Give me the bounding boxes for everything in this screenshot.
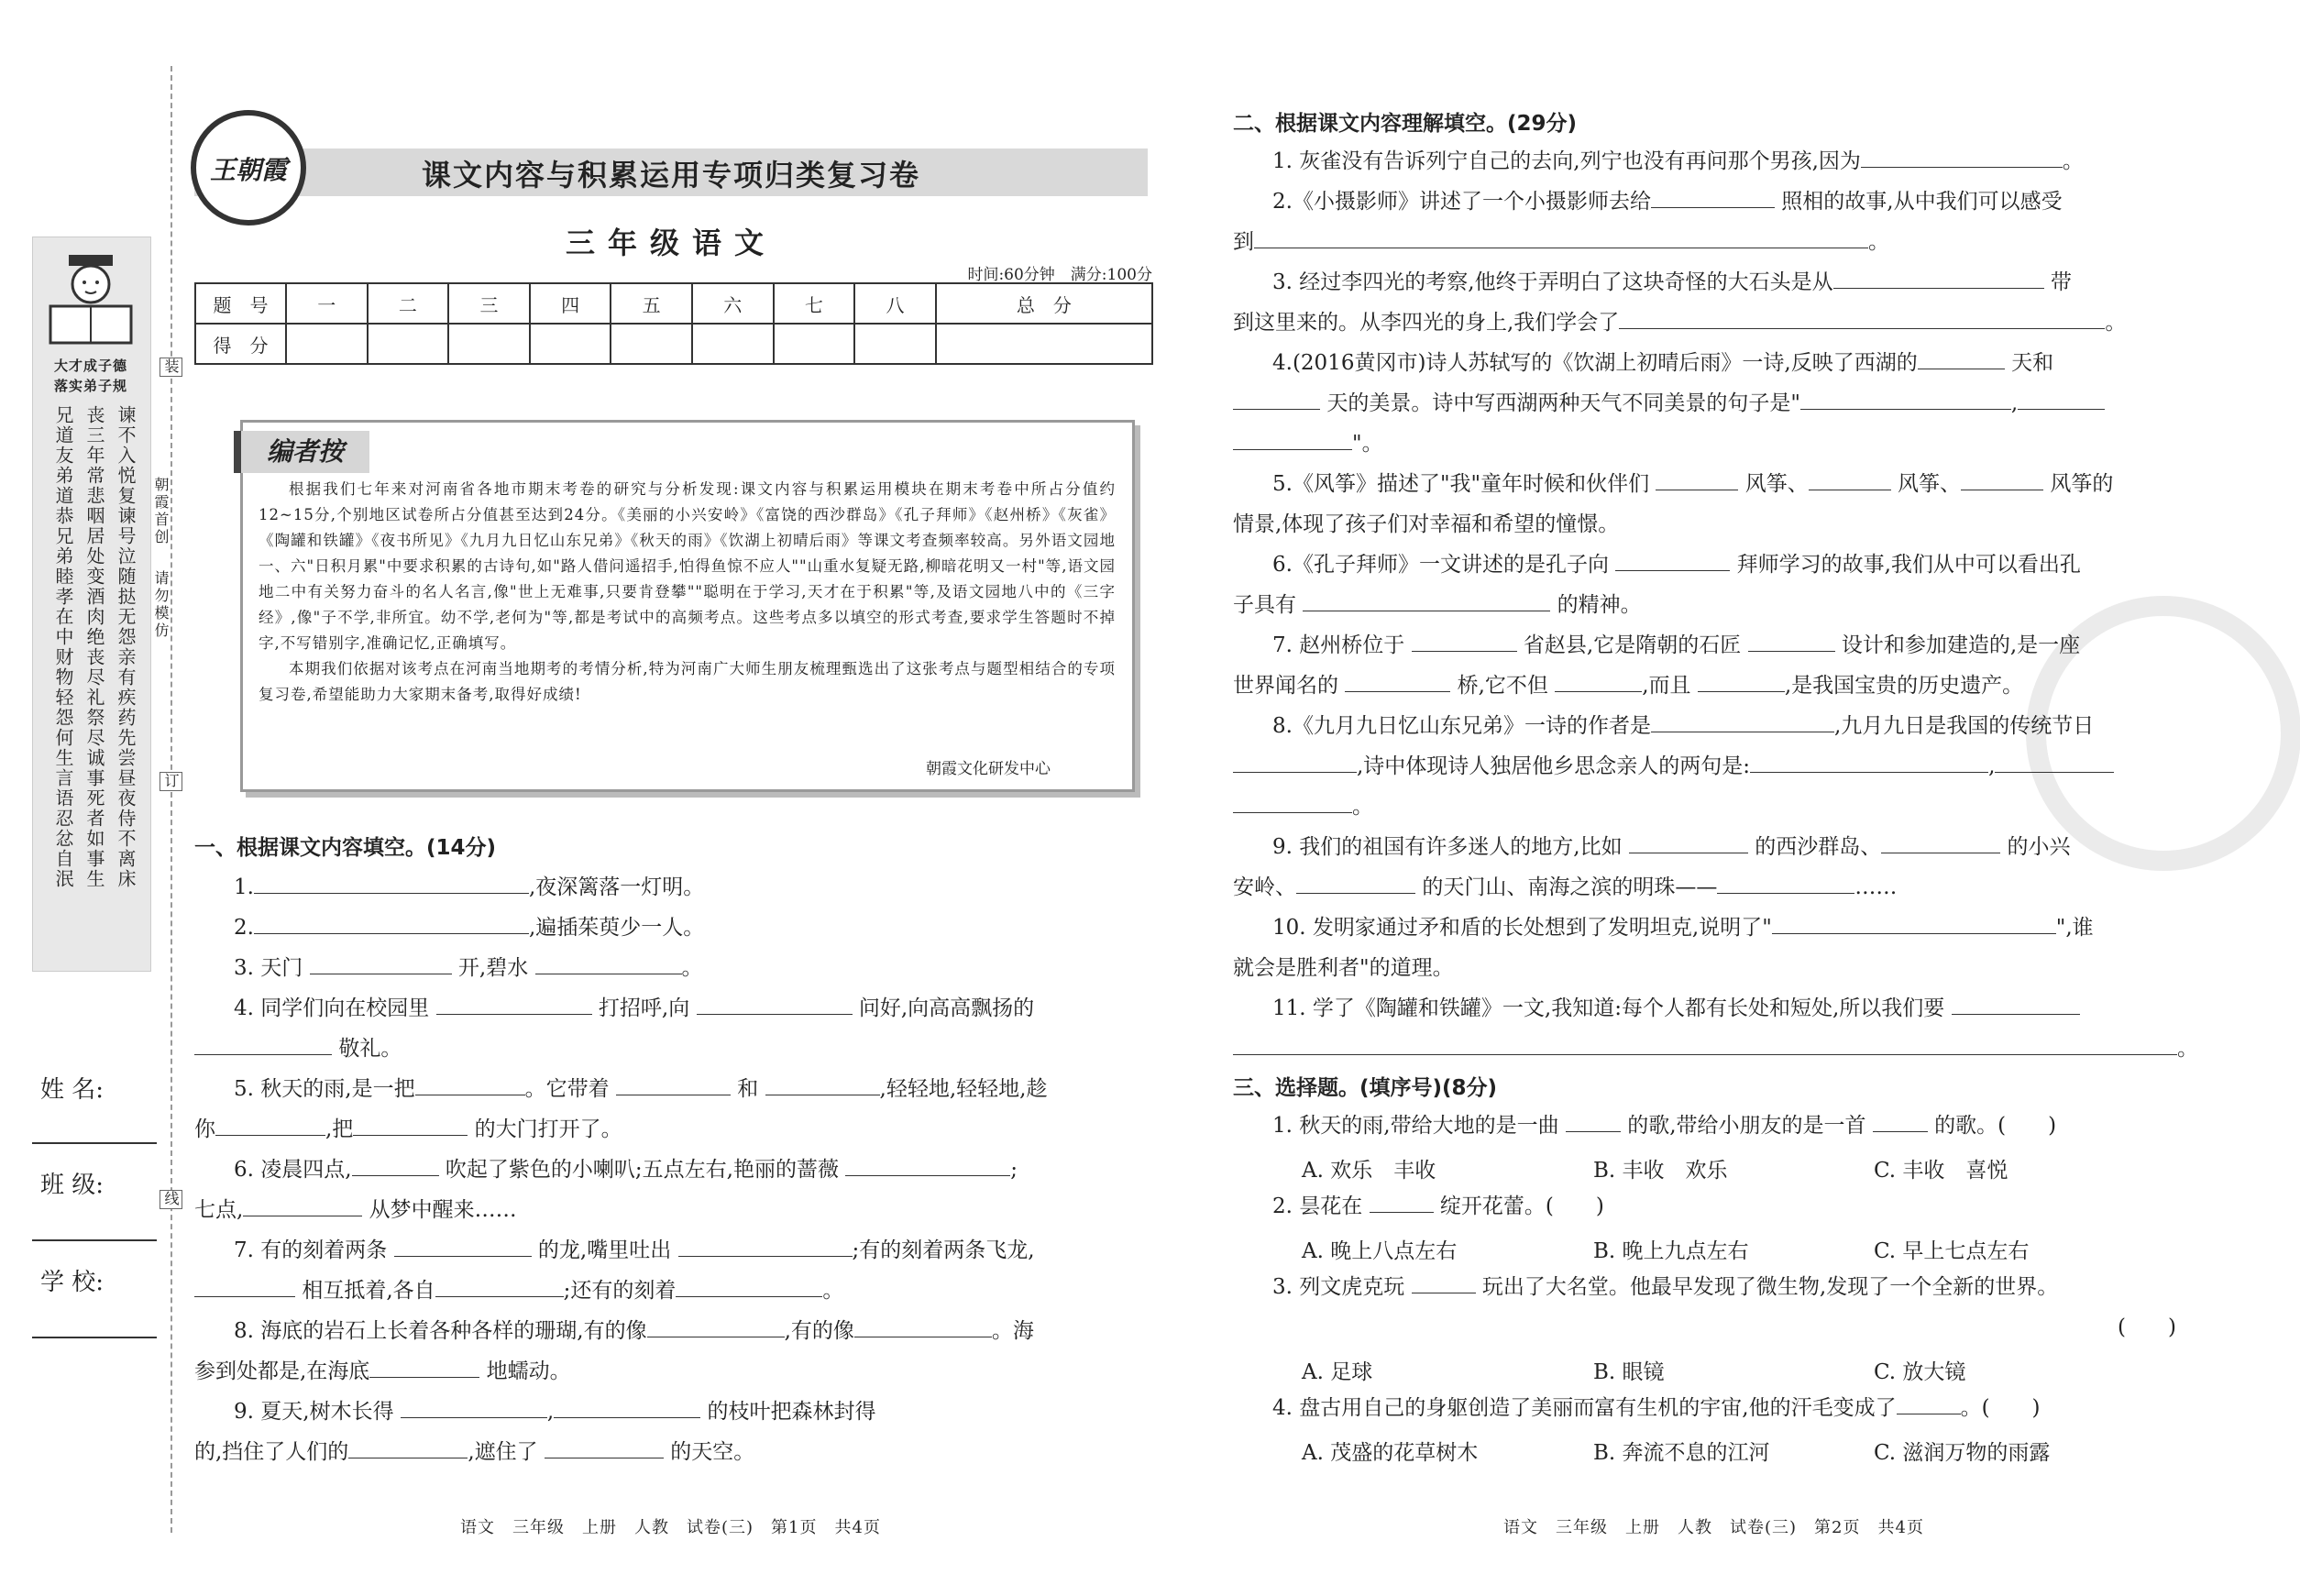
copyright-note-1: 朝霞首创 xyxy=(152,477,170,546)
footer-left: 语文 三年级 上册 人教 试卷(三) 第1页 共4页 xyxy=(460,1518,881,1537)
s2-q6-cont: 子具有 的精神。 xyxy=(1233,593,1642,617)
answer-blank[interactable] xyxy=(1656,471,1738,490)
answer-blank[interactable] xyxy=(854,1318,992,1337)
s3-q3-paren[interactable]: ( ) xyxy=(2118,1315,2176,1339)
answer-blank[interactable] xyxy=(1345,673,1450,692)
s1-q6: 6. 凌晨四点, 吹起了紫色的小喇叭;五点左右,艳丽的蔷薇 ; xyxy=(234,1158,1018,1182)
s3-q1-option-c[interactable]: C. 丰收 喜悦 xyxy=(1874,1159,2008,1183)
score-input[interactable] xyxy=(368,324,449,364)
answer-blank[interactable] xyxy=(545,1439,664,1458)
answer-blank[interactable] xyxy=(353,1117,468,1136)
subject-title: 三年级语文 xyxy=(565,226,776,260)
answer-blank[interactable] xyxy=(554,1399,700,1418)
answer-blank[interactable] xyxy=(194,1036,332,1055)
binding-mark-3: 线 xyxy=(160,1190,182,1209)
s3-q2-option-b[interactable]: B. 晚上九点左右 xyxy=(1593,1239,1749,1263)
answer-blank[interactable] xyxy=(352,1157,439,1176)
sidebar-motto-1: 大才成子德 xyxy=(53,358,127,374)
s2-q8-end: 。 xyxy=(1233,787,1373,827)
answer-blank[interactable] xyxy=(348,1439,468,1458)
score-cell: 题 号 xyxy=(195,283,286,324)
answer-blank[interactable] xyxy=(254,875,529,894)
answer-blank[interactable] xyxy=(1233,431,1352,450)
s1-q9: 9. 夏天,树木长得 , 的枝叶把森林封得 xyxy=(234,1400,876,1424)
answer-blank[interactable] xyxy=(436,996,592,1015)
answer-blank[interactable] xyxy=(1651,713,1834,732)
score-row-label: 得 分 xyxy=(195,324,286,364)
editor-note-text xyxy=(259,477,1116,708)
answer-blank[interactable] xyxy=(1233,391,1320,410)
score-cell: 六 xyxy=(692,283,774,324)
answer-blank[interactable] xyxy=(1296,875,1415,894)
class-field[interactable] xyxy=(32,1239,157,1241)
s2-q8: 8.《九月九日忆山东兄弟》一诗的作者是 ,九月九日是我国的传统节日 xyxy=(1272,714,2095,738)
s2-q2-cont: 到 。 xyxy=(1233,230,1889,254)
score-table xyxy=(194,282,1153,365)
s2-q10: 10. 发明家通过矛和盾的长处想到了发明坦克,说明了" ",谁 xyxy=(1272,916,2094,940)
answer-blank[interactable] xyxy=(1619,310,2105,329)
answer-blank[interactable] xyxy=(1233,794,1352,813)
score-input[interactable] xyxy=(936,324,1152,364)
s3-q3-option-c[interactable]: C. 放大镜 xyxy=(1874,1360,1966,1384)
copyright-note-2: 请勿模仿 xyxy=(152,570,170,640)
section-1-title: 一、根据课文内容填空。(14分) xyxy=(194,836,497,860)
s2-q4-cont: 天的美景。诗中写西湖两种天气不同美景的句子是" , xyxy=(1233,383,2105,424)
answer-blank[interactable] xyxy=(310,955,452,974)
editor-note-heading: 编者按 xyxy=(234,431,369,473)
s2-q8-cont: ,诗中体现诗人独居他乡思念亲人的两句是: , xyxy=(1233,746,2114,787)
answer-blank[interactable] xyxy=(1952,996,2080,1015)
s3-q2: 2. 昙花在 绽开花蕾。( ) xyxy=(1272,1194,1604,1218)
score-input[interactable] xyxy=(286,324,368,364)
answer-blank[interactable] xyxy=(1809,471,1891,490)
s2-q2: 2.《小摄影师》讲述了一个小摄影师去给 照相的故事,从中我们可以感受 xyxy=(1272,190,2063,214)
answer-blank[interactable] xyxy=(616,1076,731,1095)
s1-q7: 7. 有的刻着两条 的龙,嘴里吐出 ;有的刻着两条飞龙, xyxy=(234,1238,1035,1262)
verse-column-1: 兄道友弟道恭兄弟睦孝在中财物轻怨何生言语忍忿自泯 xyxy=(52,405,74,889)
scholar-figure-icon xyxy=(41,248,140,350)
score-input[interactable] xyxy=(774,324,855,364)
verse-column-3: 谏不入悦复谏号泣随挞无怨亲有疾药先尝昼夜侍不离床 xyxy=(115,405,137,889)
s2-q9-cont: 安岭、 的天门山、南海之滨的明珠—— …… xyxy=(1233,875,1898,899)
page-title: 课文内容与积累运用专项归类复习卷 xyxy=(421,158,920,193)
s2-q11: 11. 学了《陶罐和铁罐》一文,我知道:每个人都有长处和短处,所以我们要 xyxy=(1272,988,2080,1029)
score-cell: 一 xyxy=(286,283,368,324)
s2-q4-end: "。 xyxy=(1233,424,1383,464)
score-input[interactable] xyxy=(448,324,530,364)
answer-blank[interactable] xyxy=(1303,592,1550,611)
s3-q4-option-a[interactable]: A. 茂盛的花草树木 xyxy=(1302,1441,1479,1465)
score-cell: 三 xyxy=(448,283,530,324)
s3-q4-option-b[interactable]: B. 奔流不息的江河 xyxy=(1593,1441,1770,1465)
s2-q11-cont: 。 xyxy=(1233,1029,2198,1069)
answer-blank[interactable] xyxy=(369,1359,479,1378)
score-cell: 八 xyxy=(854,283,936,324)
s2-q9: 9. 我们的祖国有许多迷人的地方,比如 的西沙群岛、 的小兴 xyxy=(1272,835,2071,859)
s2-q7: 7. 赵州桥位于 省赵县,它是隋朝的石匠 设计和参加建造的,是一座 xyxy=(1272,633,2081,657)
score-cell: 总 分 xyxy=(936,283,1152,324)
score-table-score-row xyxy=(195,324,1152,364)
answer-blank[interactable] xyxy=(697,996,853,1015)
answer-blank[interactable] xyxy=(1873,1113,1928,1132)
score-cell: 七 xyxy=(774,283,855,324)
answer-blank[interactable] xyxy=(415,1076,525,1095)
s1-q5: 5. 秋天的雨,是一把 。它带着 和 ,轻轻地,轻轻地,趁 xyxy=(234,1077,1048,1101)
score-table-header-row xyxy=(195,283,1152,324)
name-field[interactable] xyxy=(32,1142,157,1144)
s3-q4: 4. 盘古用自己的身躯创造了美丽而富有生机的宇宙,他的汗毛变成了 。( ) xyxy=(1272,1396,2041,1420)
s1-q6-cont: 七点, 从梦中醒来…… xyxy=(194,1198,517,1222)
section-3-title: 三、选择题。(填序号)(8分) xyxy=(1233,1076,1498,1100)
answer-blank[interactable] xyxy=(1566,1113,1621,1132)
school-field[interactable] xyxy=(32,1337,157,1338)
answer-blank[interactable] xyxy=(1748,633,1835,652)
s2-q10-cont: 就会是胜利者"的道理。 xyxy=(1233,956,1454,980)
editor-note-paragraph-1: 根据我们七年来对河南省各地市期末考卷的研究与分析发现:课文内容与积累运用模块在期末考卷中所占分值约12~15分,个别地区试卷所占分值甚至达到24分。《美丽的小兴安岭》《富饶的西沙群岛》《孔子拜师》《赵州桥》《灰雀》《陶罐和铁罐》《夜书所见》《九月九日忆山东兄弟》《秋天的雨》《饮湖上初晴后雨》等课文考查频率较高。另外语文园地一、六"日积月累"中要求积累的古诗句,如"路人借问遥招手,怕得鱼惊不应人""山重水复疑无路,柳暗花明又一村"等,语文园地二中有关努力奋斗的名人名言,像"世上无难事,只要肯登攀""聪明在于学习,天才在于积累"等,及语文园地八中的《三字经》,像"子不学,非所宜。幼不学,老何为"等,都是考试中的高频考点。这些考点多以填空的形式考查,要求学生答题时不掉字,不写错别字,准确记忆,正确填写。 xyxy=(259,480,1116,652)
answer-blank[interactable] xyxy=(1651,189,1775,208)
s1-q5-cont: 你 ,把 的大门打开了。 xyxy=(194,1117,622,1141)
answer-blank[interactable] xyxy=(1370,1194,1434,1213)
s2-q4: 4.(2016黄冈市)诗人苏轼写的《饮湖上初晴后雨》一诗,反映了西湖的 天和 xyxy=(1272,351,2054,375)
answer-blank[interactable] xyxy=(1961,471,2043,490)
score-cell: 四 xyxy=(530,283,611,324)
school-label: 学 校: xyxy=(40,1269,105,1296)
s1-q7-cont: 相互抵着,各自 ;还有的刻着 。 xyxy=(194,1271,843,1311)
s1-q1: 1. ,夜深篱落一灯明。 xyxy=(234,875,705,899)
answer-blank[interactable] xyxy=(243,1197,362,1216)
s3-q4-option-c[interactable]: C. 滋润万物的雨露 xyxy=(1874,1441,2051,1465)
s2-q6: 6.《孔子拜师》一文讲述的是孔子向 拜师学习的故事,我们从中可以看出孔 xyxy=(1272,553,2081,577)
sidebar-verse-columns xyxy=(53,405,136,983)
s1-q4-cont: 敬礼。 xyxy=(194,1029,402,1069)
name-label: 姓 名: xyxy=(40,1076,105,1104)
s1-q9-cont: 的,挡住了人们的 ,遮住了 的天空。 xyxy=(194,1440,755,1464)
answer-blank[interactable] xyxy=(1555,673,1642,692)
answer-blank[interactable] xyxy=(254,915,529,934)
sidebar-motto-2: 落实弟子规 xyxy=(53,378,127,394)
binding-mark-2: 订 xyxy=(160,772,182,791)
s3-q1-option-b[interactable]: B. 丰收 欢乐 xyxy=(1593,1159,1728,1183)
answer-blank[interactable] xyxy=(1412,1274,1476,1293)
answer-blank[interactable] xyxy=(647,1318,785,1337)
score-input[interactable] xyxy=(530,324,611,364)
score-input[interactable] xyxy=(692,324,774,364)
answer-blank[interactable] xyxy=(765,1076,880,1095)
s1-q8-cont: 参到处都是,在海底 地蠕动。 xyxy=(194,1359,571,1383)
answer-blank[interactable] xyxy=(1698,673,1785,692)
time-info: 时间:60分钟 满分:100分 xyxy=(967,266,1152,284)
verse-column-2: 丧三年常悲咽居处变酒肉绝丧尽礼祭尽诚事死者如事生 xyxy=(83,405,105,889)
answer-blank[interactable] xyxy=(1861,149,2063,168)
answer-blank[interactable] xyxy=(194,1278,295,1297)
score-input[interactable] xyxy=(611,324,692,364)
answer-blank[interactable] xyxy=(1995,754,2114,773)
editor-note-paragraph-2: 本期我们依据对该考点在河南当地期考的考情分析,特为河南广大师生朋友梳理甄选出了这张考点与题型相结合的专项复习卷,希望能助力大家期末备考,取得好成绩! xyxy=(259,660,1116,703)
s2-q3-cont: 到这里来的。从李四光的身上,我们学会了 。 xyxy=(1233,311,2127,335)
answer-blank[interactable] xyxy=(1833,270,2044,289)
score-cell: 五 xyxy=(611,283,692,324)
answer-blank[interactable] xyxy=(1800,391,2011,410)
score-input[interactable] xyxy=(854,324,936,364)
answer-blank[interactable] xyxy=(1750,754,1988,773)
s3-q2-option-c[interactable]: C. 早上七点左右 xyxy=(1874,1239,2030,1263)
answer-blank[interactable] xyxy=(1897,1395,1961,1414)
footer-right: 语文 三年级 上册 人教 试卷(三) 第2页 共4页 xyxy=(1503,1518,1924,1537)
s3-q3: 3. 列文虎克玩 玩出了大名堂。他最早发现了微生物,发现了一个全新的世界。 xyxy=(1272,1275,2059,1299)
binding-mark-1: 装 xyxy=(160,358,182,377)
answer-blank[interactable] xyxy=(1881,834,2000,853)
answer-blank[interactable] xyxy=(1233,1036,2177,1055)
s2-q1: 1. 灰雀没有告诉列宁自己的去向,列宁也没有再问那个男孩,因为 。 xyxy=(1272,149,2084,173)
answer-blank[interactable] xyxy=(1233,754,1357,773)
s3-q2-option-a[interactable]: A. 晚上八点左右 xyxy=(1302,1239,1458,1263)
editor-signature: 朝霞文化研发中心 xyxy=(926,760,1051,778)
answer-blank[interactable] xyxy=(401,1399,547,1418)
score-cell: 二 xyxy=(368,283,449,324)
s3-q1: 1. 秋天的雨,带给大地的是一曲 的歌,带给小朋友的是一首 的歌。( ) xyxy=(1272,1114,2057,1138)
answer-blank[interactable] xyxy=(678,1238,853,1257)
binding-line xyxy=(171,66,172,1533)
answer-blank[interactable] xyxy=(535,955,682,974)
s1-q3: 3. 天门 开,碧水 。 xyxy=(234,956,703,980)
s1-q4: 4. 同学们向在校园里 打招呼,向 问好,向高高飘扬的 xyxy=(234,996,1035,1020)
answer-blank[interactable] xyxy=(1615,552,1730,571)
answer-blank[interactable] xyxy=(1254,229,1868,248)
answer-blank[interactable] xyxy=(1918,350,2005,369)
answer-blank[interactable] xyxy=(1772,915,2056,934)
s2-q5-cont: 情景,体现了孩子们对幸福和希望的憧憬。 xyxy=(1233,512,1620,536)
answer-blank[interactable] xyxy=(1717,875,1854,894)
s3-q3-option-a[interactable]: A. 足球 xyxy=(1302,1360,1373,1384)
s2-q7-cont: 世界闻名的 桥,它不但 ,而且 ,是我国宝贵的历史遗产。 xyxy=(1233,674,2024,698)
answer-blank[interactable] xyxy=(676,1278,822,1297)
answer-blank[interactable] xyxy=(394,1238,532,1257)
s1-q8: 8. 海底的岩石上长着各种各样的珊瑚,有的像 ,有的像 。海 xyxy=(234,1319,1034,1343)
s2-q3: 3. 经过李四光的考察,他终于弄明白了这块奇怪的大石头是从 带 xyxy=(1272,270,2072,294)
answer-blank[interactable] xyxy=(435,1278,564,1297)
answer-blank[interactable] xyxy=(1412,633,1517,652)
answer-blank[interactable] xyxy=(1629,834,1748,853)
logo-text: 王朝霞 xyxy=(209,155,287,185)
answer-blank[interactable] xyxy=(845,1157,1010,1176)
s3-q1-option-a[interactable]: A. 欢乐 丰收 xyxy=(1302,1159,1436,1183)
answer-blank[interactable] xyxy=(2018,391,2105,410)
answer-blank[interactable] xyxy=(215,1117,325,1136)
s1-q2: 2. ,遍插茱萸少一人。 xyxy=(234,916,705,940)
class-label: 班 级: xyxy=(40,1172,105,1199)
s3-q3-option-b[interactable]: B. 眼镜 xyxy=(1593,1360,1665,1384)
section-2-title: 二、根据课文内容理解填空。(29分) xyxy=(1233,112,1578,136)
s2-q5: 5.《风筝》描述了"我"童年时候和伙伴们 风筝、 风筝、 风筝的 xyxy=(1272,472,2114,496)
